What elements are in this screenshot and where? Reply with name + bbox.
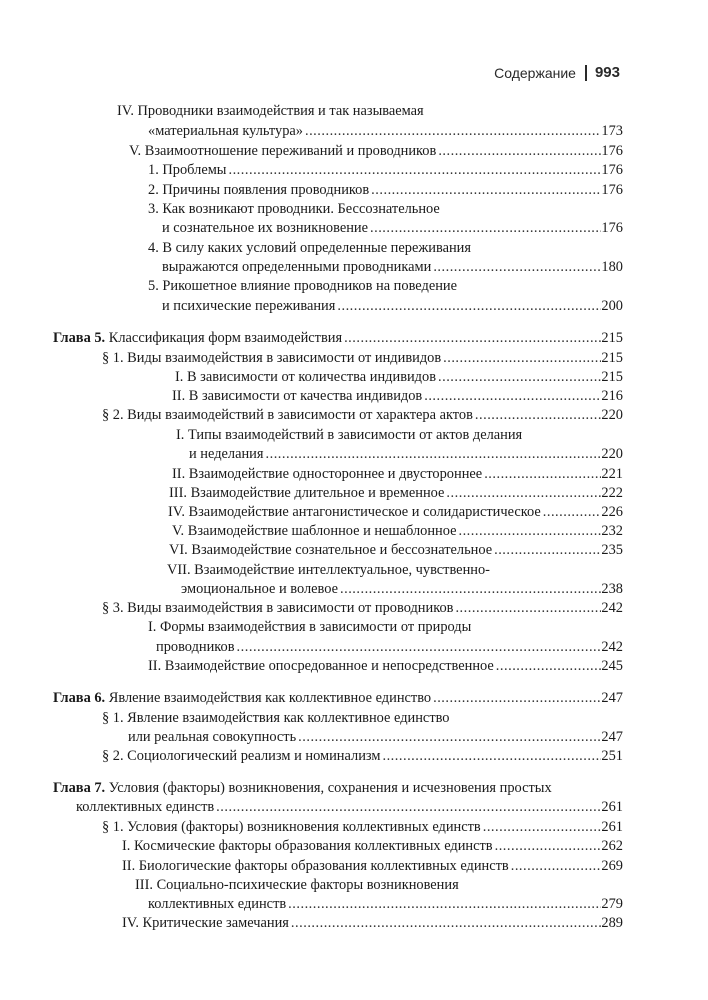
toc-entry-page: 242 xyxy=(601,600,623,616)
toc-entry-page: 176 xyxy=(601,162,623,178)
toc-leader-dots xyxy=(380,746,601,766)
toc-entry-text: II. В зависимости от качества индивидов xyxy=(172,388,423,404)
toc-entry-text: I. В зависимости от количества индивидов xyxy=(175,369,436,385)
toc-entry-text: IV. Критические замечания xyxy=(122,915,289,931)
toc-entry xyxy=(0,180,708,200)
toc-leader-dots xyxy=(264,444,602,464)
toc-entry-page: 220 xyxy=(601,407,623,423)
toc-entry xyxy=(0,540,708,560)
toc-entry xyxy=(0,483,708,503)
toc-entry-text: и неделания xyxy=(189,446,264,462)
toc-leader-dots xyxy=(444,483,601,503)
toc-entry-text: IV. Проводники взаимодействия и так называемая xyxy=(117,103,424,119)
chapter-title: Классификация форм взаимодействия xyxy=(105,330,343,346)
toc-entry xyxy=(0,121,708,141)
running-head xyxy=(494,64,620,81)
toc-leader-dots xyxy=(482,464,601,484)
toc-entry xyxy=(0,502,708,522)
toc-entry-page: 261 xyxy=(601,819,623,835)
toc-entry-text: VII. Взаимодействие интеллектуальное, чувственно- xyxy=(167,562,490,578)
toc-leader-dots xyxy=(335,296,601,316)
toc-leader-dots xyxy=(286,894,601,914)
chapter-label: Глава 7. xyxy=(53,780,106,796)
toc-line xyxy=(176,425,708,445)
toc-entry-page: 247 xyxy=(601,690,623,706)
running-head-separator xyxy=(585,65,587,81)
toc-entry xyxy=(0,141,708,161)
toc-entry xyxy=(0,817,708,837)
toc-leader-dots xyxy=(369,180,601,200)
chapter-title: Условия (факторы) возникновения, сохранения и исчезновения простых xyxy=(105,780,552,796)
toc-entry-page: 220 xyxy=(601,446,623,462)
toc-entry-text: эмоциональное и волевое xyxy=(181,581,338,597)
toc-entry xyxy=(0,913,708,933)
toc-entry-page: 251 xyxy=(601,748,623,764)
toc-entry-text: § 2. Виды взаимодействий в зависимости от характера актов xyxy=(102,407,473,423)
toc-leader-dots xyxy=(494,656,602,676)
toc-leader-dots xyxy=(226,160,601,180)
toc-entry-text xyxy=(53,328,342,348)
toc-entry-page: 242 xyxy=(601,639,623,655)
toc-leader-dots xyxy=(509,856,602,876)
running-head-title: Содержание xyxy=(494,64,576,81)
toc-entry xyxy=(0,160,708,180)
chapter-label: Глава 6. xyxy=(53,690,106,706)
toc-entry-page: 180 xyxy=(601,259,623,275)
toc-entry-text: I. Космические факторы образования коллективных единств xyxy=(122,838,493,854)
toc-leader-dots xyxy=(473,405,602,425)
toc-entry-text: IV. Взаимодействие антагонистическое и солидаристическое xyxy=(168,504,541,520)
toc-entry xyxy=(0,746,708,766)
toc-entry-text: V. Взаимоотношение переживаний и проводников xyxy=(129,143,437,159)
toc-line xyxy=(135,875,708,895)
toc-entry xyxy=(0,218,708,238)
toc-entry-page: 216 xyxy=(601,388,623,404)
toc-entry-text: I. Типы взаимодействий в зависимости от актов делания xyxy=(176,427,523,443)
toc-entry-page: 215 xyxy=(601,369,623,385)
toc-entry xyxy=(0,521,708,541)
toc-entry-text: «материальная культура» xyxy=(148,123,303,139)
toc-leader-dots xyxy=(481,817,602,837)
toc-entry-page: 173 xyxy=(601,123,623,139)
toc-line xyxy=(167,560,708,580)
toc-entry-text: § 3. Виды взаимодействия в зависимости от проводников xyxy=(102,600,454,616)
toc-entry-page: 176 xyxy=(601,220,623,236)
toc-entry xyxy=(0,257,708,277)
toc-entry-text: 5. Рикошетное влияние проводников на поведение xyxy=(148,278,457,294)
toc-entry-text: II. Биологические факторы образования коллективных единств xyxy=(122,858,509,874)
toc-entry-page: 262 xyxy=(601,838,623,854)
toc-entry-text: проводников xyxy=(156,639,235,655)
toc-entry xyxy=(0,579,708,599)
toc-leader-dots xyxy=(436,367,601,387)
toc-chapter-entry xyxy=(0,328,708,348)
chapter-label: Глава 5. xyxy=(53,330,106,346)
toc-line xyxy=(148,276,708,296)
toc-entry-text xyxy=(53,780,552,796)
toc-entry-text: V. Взаимодействие шаблонное и нешаблонное xyxy=(172,523,457,539)
toc-entry xyxy=(0,797,708,817)
toc-entry-text: I. Формы взаимодействия в зависимости от природы xyxy=(148,619,472,635)
toc-line xyxy=(102,708,708,728)
toc-entry-text: III. Взаимодействие длительное и временное xyxy=(169,485,445,501)
toc-leader-dots xyxy=(541,502,602,522)
toc-entry-page: 226 xyxy=(601,504,623,520)
toc-entry xyxy=(0,348,708,368)
toc-entry-page: 176 xyxy=(601,143,623,159)
toc-entry-text: 1. Проблемы xyxy=(148,162,227,178)
toc-leader-dots xyxy=(456,521,601,541)
toc-leader-dots xyxy=(342,328,601,348)
page-number: 993 xyxy=(594,64,620,81)
toc-entry-text: III. Социально-психические факторы возникновения xyxy=(135,877,459,893)
toc-entry-text: VI. Взаимодействие сознательное и бессознательное xyxy=(169,542,493,558)
toc-entry xyxy=(0,727,708,747)
toc-entry-text: § 1. Виды взаимодействия в зависимости от индивидов xyxy=(102,350,442,366)
toc-leader-dots xyxy=(338,579,601,599)
toc-entry xyxy=(0,836,708,856)
toc-entry-text: и психические переживания xyxy=(162,298,336,314)
toc-entry xyxy=(0,856,708,876)
toc-entry xyxy=(0,894,708,914)
toc-leader-dots xyxy=(453,598,601,618)
toc-entry-text: 4. В силу каких условий определенные переживания xyxy=(148,240,472,256)
toc-leader-dots xyxy=(493,836,602,856)
toc-leader-dots xyxy=(492,540,601,560)
toc-entry-text: 3. Как возникают проводники. Бессознательное xyxy=(148,201,440,217)
toc-entry-page: 232 xyxy=(601,523,623,539)
toc-entry-text xyxy=(53,688,431,708)
chapter-title: Явление взаимодействия как коллективное единство xyxy=(105,690,432,706)
toc-leader-dots xyxy=(422,386,601,406)
toc-entry-text: § 1. Явление взаимодействия как коллективное единство xyxy=(102,710,450,726)
toc-chapter-entry xyxy=(0,688,708,708)
toc-leader-dots xyxy=(296,727,601,747)
toc-line xyxy=(148,617,708,637)
toc-entry xyxy=(0,656,708,676)
toc-leader-dots xyxy=(436,141,601,161)
toc-entry xyxy=(0,296,708,316)
toc-line xyxy=(117,101,708,121)
toc-entry-page: 222 xyxy=(601,485,623,501)
toc-entry-text: II. Взаимодействие опосредованное и непосредственное xyxy=(148,658,494,674)
toc-entry-page: 289 xyxy=(601,915,623,931)
toc-leader-dots xyxy=(214,797,601,817)
toc-entry-text: коллективных единств xyxy=(148,896,287,912)
toc-line xyxy=(148,238,708,258)
toc-chapter-line xyxy=(53,778,708,798)
toc-leader-dots xyxy=(368,218,601,238)
toc-entry-text: II. Взаимодействие одностороннее и двустороннее xyxy=(172,466,483,482)
toc-entry-page: 215 xyxy=(601,330,623,346)
toc-leader-dots xyxy=(303,121,601,141)
toc-leader-dots xyxy=(431,688,601,708)
toc-leader-dots xyxy=(289,913,601,933)
toc-entry-text: или реальная совокупность xyxy=(128,729,297,745)
toc-entry-text: коллективных единств xyxy=(76,799,215,815)
toc-entry-page: 245 xyxy=(601,658,623,674)
toc-entry-page: 238 xyxy=(601,581,623,597)
toc-entry-page: 261 xyxy=(601,799,623,815)
toc-entry xyxy=(0,464,708,484)
toc-entry-page: 221 xyxy=(601,466,623,482)
toc-entry xyxy=(0,386,708,406)
toc-entry xyxy=(0,405,708,425)
toc-entry xyxy=(0,367,708,387)
toc-entry xyxy=(0,598,708,618)
toc-entry-text: выражаются определенными проводниками xyxy=(162,259,432,275)
toc-entry-page: 215 xyxy=(601,350,623,366)
toc-entry-page: 247 xyxy=(601,729,623,745)
toc-entry-page: 176 xyxy=(601,182,623,198)
toc-entry-text: 2. Причины появления проводников xyxy=(148,182,370,198)
toc-leader-dots xyxy=(441,348,601,368)
toc-entry-page: 200 xyxy=(601,298,623,314)
toc-entry-page: 269 xyxy=(601,858,623,874)
toc-entry-text: и сознательное их возникновение xyxy=(162,220,369,236)
toc-entry-page: 279 xyxy=(601,896,623,912)
toc-entry-text: § 2. Социологический реализм и номинализм xyxy=(102,748,381,764)
toc-entry xyxy=(0,444,708,464)
toc-entry-page: 235 xyxy=(601,542,623,558)
toc-leader-dots xyxy=(431,257,601,277)
toc-entry-text: § 1. Условия (факторы) возникновения коллективных единств xyxy=(102,819,481,835)
toc-line xyxy=(148,199,708,219)
toc-entry xyxy=(0,637,708,657)
toc-leader-dots xyxy=(235,637,602,657)
